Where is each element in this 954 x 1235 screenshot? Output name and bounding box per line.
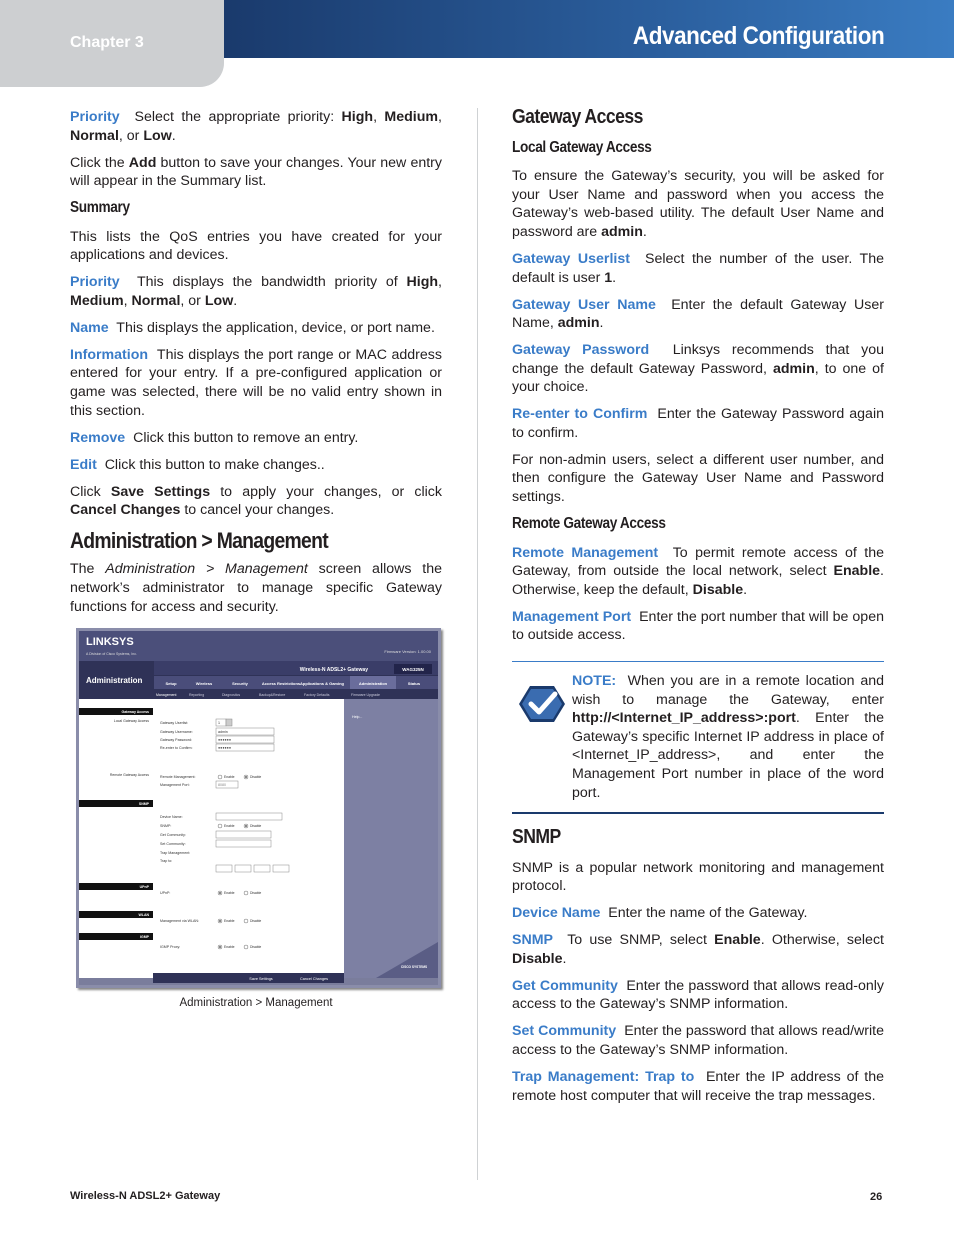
shot-model: WAG325N xyxy=(402,667,424,673)
nonadmin-paragraph: For non-admin users, select a different user number, and then configure the Gateway User Name and Password settings. xyxy=(512,451,884,506)
svg-text:IGMP Proxy:: IGMP Proxy: xyxy=(160,945,181,950)
reenter-paragraph: Re-enter to Confirm Enter the Gateway Password again to confirm. xyxy=(512,406,884,441)
svg-text:Local Gateway Access: Local Gateway Access xyxy=(113,719,149,724)
shot-logo: LINKSYS xyxy=(86,636,134,649)
svg-text:Wireless: Wireless xyxy=(195,681,213,687)
snmp-paragraph: SNMP To use SNMP, select Enable. Otherwise, select Disable. xyxy=(512,932,884,967)
admin-management-screenshot xyxy=(76,628,441,988)
svg-text:Firmware Upgrade: Firmware Upgrade xyxy=(351,693,380,698)
svg-text:Gateway Userlist:: Gateway Userlist: xyxy=(160,721,189,726)
note-box xyxy=(512,661,884,814)
snmp-intro-paragraph: SNMP is a popular network monitoring and management protocol. xyxy=(512,859,884,895)
userlist-paragraph: Gateway Userlist Select the number of the user. The default is user 1. xyxy=(512,250,884,286)
set-community-paragraph: Set Community Enter the password that allows read/write access to the Gateway’s SNMP information. xyxy=(512,1023,885,1059)
svg-text:Applications & Gaming: Applications & Gaming xyxy=(299,681,345,687)
svg-text:Gateway Username:: Gateway Username: xyxy=(160,730,193,735)
remove-paragraph: Remove Click this button to remove an entry. xyxy=(70,429,359,446)
svg-text:IGMP: IGMP xyxy=(140,935,149,940)
chapter-tab xyxy=(0,0,224,87)
svg-text:1: 1 xyxy=(218,721,220,726)
svg-text:Remote Gateway Access: Remote Gateway Access xyxy=(109,773,149,778)
svg-text:Get Community:: Get Community: xyxy=(160,833,186,838)
svg-text:Trap Management:: Trap Management: xyxy=(160,851,191,856)
svg-text:Enable: Enable xyxy=(224,891,235,896)
figure-caption: Administration > Management xyxy=(179,997,333,1010)
footer-product: Wireless-N ADSL2+ Gateway xyxy=(70,1190,221,1202)
svg-text:Management via WLAN:: Management via WLAN: xyxy=(160,919,199,924)
svg-text:SNMP: SNMP xyxy=(138,802,149,807)
trap-paragraph: Trap Management: Trap to Enter the IP address of the remote host computer that will receive the trap messages. xyxy=(512,1069,884,1104)
chapter-label: Chapter 3 xyxy=(70,34,144,51)
shot-product: Wireless-N ADSL2+ Gateway xyxy=(299,667,368,674)
svg-text:Reporting: Reporting xyxy=(189,693,205,698)
shot-section: Administration xyxy=(86,676,143,686)
column-divider xyxy=(477,108,478,1180)
svg-text:UPnP: UPnP xyxy=(139,885,149,890)
management-port-paragraph: Management Port Enter the port number that will be open to outside access. xyxy=(512,608,884,644)
svg-text:WLAN: WLAN xyxy=(138,913,149,918)
svg-text:SNMP:: SNMP: xyxy=(160,824,172,829)
password-paragraph: Gateway Password Linksys recommends that you change the default Gateway Password, admin, to one of your choice. xyxy=(512,342,884,396)
note-text: NOTE: When you are in a remote location and wish to manage the Gateway, enter http://<Internet_IP_address>:port. Enter the Gateway’s specific Internet IP address in place of <Internet_IP_address>, and enter the Management Port number in place of the word port. xyxy=(572,672,884,801)
shot-firmware: Firmware Version: 1.00.00 xyxy=(384,649,431,655)
svg-text:Status: Status xyxy=(407,681,421,687)
left-column xyxy=(70,108,442,1013)
edit-paragraph: Edit Click this button to make changes.. xyxy=(70,456,325,473)
svg-text:8080: 8080 xyxy=(218,783,226,788)
gateway-access-heading: Gateway Access xyxy=(512,106,643,128)
svg-text:●●●●●●: ●●●●●● xyxy=(218,746,232,751)
summary-paragraph: This lists the QoS entries you have created for your applications and devices. xyxy=(70,228,442,264)
svg-text:Enable: Enable xyxy=(224,945,235,950)
svg-text:Disable: Disable xyxy=(250,919,262,924)
page-header xyxy=(0,0,954,88)
svg-text:Set Community:: Set Community: xyxy=(160,842,186,847)
summary-priority-paragraph: Priority This displays the bandwidth priority of High, Medium, Normal, or Low. xyxy=(70,274,442,309)
svg-text:Disable: Disable xyxy=(250,945,262,950)
remote-management-paragraph: Remote Management To permit remote access of the Gateway, from outside the local network, select Enable. Otherwise, keep the default, Disable. xyxy=(512,544,884,598)
svg-text:Diagnostics: Diagnostics xyxy=(222,693,241,698)
get-community-paragraph: Get Community Enter the password that allows read-only access to the Gateway’s SNMP information. xyxy=(512,977,885,1013)
save-paragraph: Click Save Settings to apply your changes, or click Cancel Changes to cancel your changes. xyxy=(70,483,442,519)
remote-gateway-access-heading: Remote Gateway Access xyxy=(512,515,666,533)
svg-text:Device Name:: Device Name: xyxy=(160,815,183,820)
svg-text:Factory Defaults: Factory Defaults xyxy=(304,693,330,698)
svg-text:Management: Management xyxy=(156,693,177,698)
local-gateway-access-heading: Local Gateway Access xyxy=(512,138,652,156)
svg-text:Enable: Enable xyxy=(224,775,235,780)
svg-text:Disable: Disable xyxy=(250,824,262,829)
svg-text:Gateway Access: Gateway Access xyxy=(121,710,149,715)
snmp-heading: SNMP xyxy=(512,826,561,849)
chapter-title: Advanced Configuration xyxy=(632,22,884,50)
svg-text:Administration: Administration xyxy=(358,681,388,687)
svg-text:Management Port:: Management Port: xyxy=(160,783,190,788)
right-column xyxy=(512,108,884,1114)
summary-heading: Summary xyxy=(70,199,130,217)
shot-save-button: Save Settings xyxy=(249,977,273,982)
svg-text:Gateway Password:: Gateway Password: xyxy=(160,738,192,743)
svg-text:Enable: Enable xyxy=(224,919,235,924)
information-paragraph: Information This displays the port range or MAC address entered for your entry. If a pre-configured application or game was selected, there will be no valid entry shown in this section. xyxy=(70,346,442,419)
svg-text:Disable: Disable xyxy=(250,775,262,780)
name-paragraph: Name This displays the application, device, or port name. xyxy=(70,319,435,336)
svg-text:Remote Management:: Remote Management: xyxy=(160,775,196,780)
shot-help: Help... xyxy=(352,715,363,720)
svg-text:admin: admin xyxy=(218,730,228,735)
svg-text:UPnP:: UPnP: xyxy=(160,891,171,896)
username-paragraph: Gateway User Name Enter the default Gateway User Name, admin. xyxy=(512,296,885,332)
shot-cancel-button: Cancel Changes xyxy=(299,977,329,982)
shot-cisco-logo: CISCO SYSTEMS xyxy=(400,965,428,970)
svg-text:Backup&Restore: Backup&Restore xyxy=(259,693,286,698)
admin-intro-paragraph: The Administration > Management screen allows the network’s administrator to manage specific Gateway functions for access and security. xyxy=(70,561,442,615)
header-band xyxy=(224,0,954,58)
shot-brand-sub: A Division of Cisco Systems, Inc. xyxy=(86,652,137,657)
footer-page-number: 26 xyxy=(870,1191,883,1203)
device-name-paragraph: Device Name Enter the name of the Gateway. xyxy=(512,905,808,922)
svg-text:Trap to:: Trap to: xyxy=(160,859,173,864)
add-paragraph: Click the Add button to save your changes. Your new entry will appear in the Summary list. xyxy=(70,154,442,190)
svg-text:Enable: Enable xyxy=(224,824,235,829)
checkmark-icon xyxy=(518,680,566,728)
svg-text:Access Restrictions: Access Restrictions xyxy=(261,681,301,687)
priority-paragraph: Priority Select the appropriate priority: High, Medium, Normal, or Low. xyxy=(70,109,442,144)
svg-text:Setup: Setup xyxy=(165,681,177,687)
svg-text:Disable: Disable xyxy=(250,891,262,896)
svg-text:Re-enter to Confirm:: Re-enter to Confirm: xyxy=(160,746,193,751)
admin-management-heading: Administration > Management xyxy=(70,527,328,553)
svg-text:Security: Security xyxy=(232,681,248,687)
svg-text:●●●●●●: ●●●●●● xyxy=(218,738,232,743)
shot-tabs xyxy=(154,676,438,689)
lga-paragraph: To ensure the Gateway’s security, you will be asked for your User Name and password when you access the Gateway’s web-based utility. The default User Name and password are admin. xyxy=(512,168,884,240)
